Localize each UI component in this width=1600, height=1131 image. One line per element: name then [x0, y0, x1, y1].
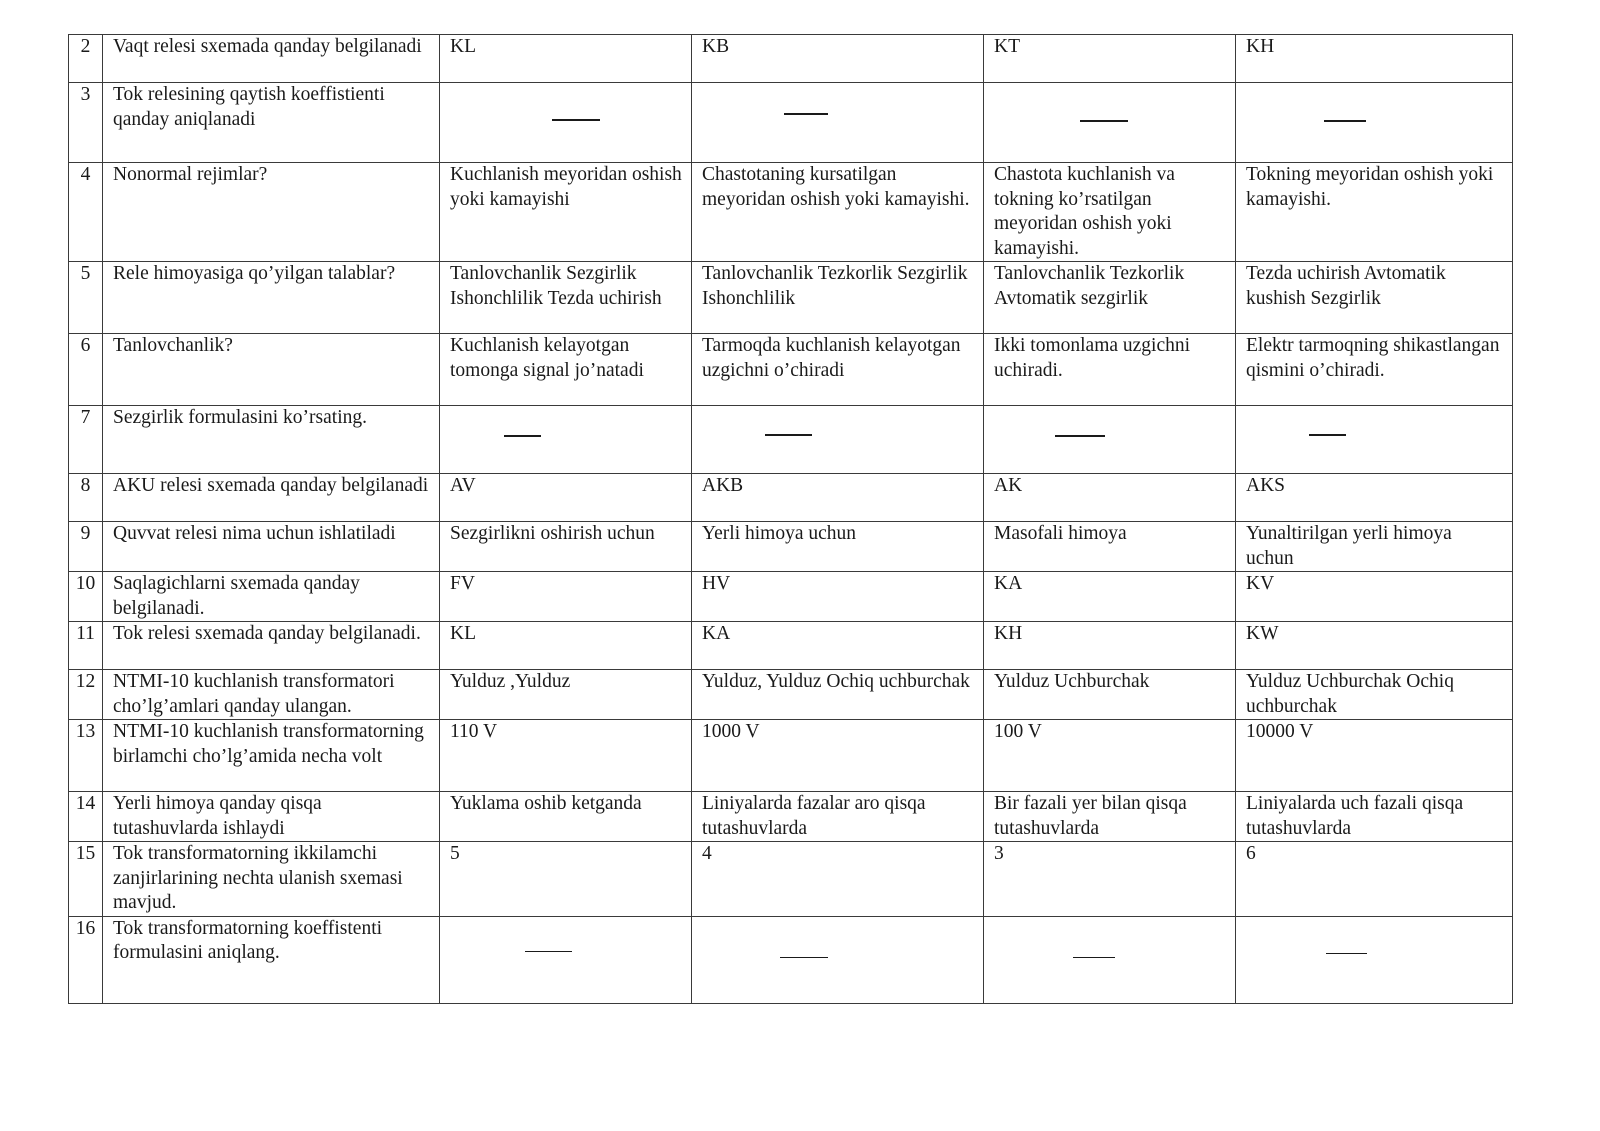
answer-option-2 [692, 35, 984, 83]
question-number: 8 [69, 474, 103, 522]
formula-placeholder-line [780, 957, 828, 959]
answer-option-2 [692, 522, 984, 572]
answer-option-1 [440, 262, 692, 334]
answer-text: Yulduz Uchburchak [994, 671, 1150, 692]
answer-text: 4 [702, 843, 712, 864]
answer-option-3 [984, 670, 1236, 720]
answer-option-2 [692, 262, 984, 334]
question-text: Tok transformatorning ikkilamchi zanjirlarining nechta ulanish sxemasi mavjud. [103, 842, 440, 917]
answer-option-2 [692, 792, 984, 842]
answer-text: 1000 V [702, 721, 760, 742]
answer-text: KH [1246, 36, 1275, 57]
answer-text: Kuchlanish meyoridan oshish yoki kamayishi [450, 164, 682, 210]
answer-text: Yulduz ,Yulduz [450, 671, 571, 692]
answer-option-1 [440, 334, 692, 406]
question-number: 10 [69, 572, 103, 622]
question-number: 14 [69, 792, 103, 842]
answer-text: 6 [1246, 843, 1256, 864]
answer-text: Chastotaning kursatilgan meyoridan oshish yoki kamayishi. [702, 164, 970, 210]
question-text: NTMI-10 kuchlanish transformatorning birlamchi cho’lg’amida necha volt [103, 720, 440, 792]
answer-option-2 [692, 622, 984, 670]
answer-option-1 [440, 83, 692, 163]
answer-option-1 [440, 406, 692, 474]
answer-option-1 [440, 670, 692, 720]
answer-text: 3 [994, 843, 1004, 864]
answer-text: 10000 V [1246, 721, 1314, 742]
answer-text: Kuchlanish kelayotgan tomonga signal jo’natadi [450, 335, 644, 381]
answer-option-2 [692, 670, 984, 720]
answer-text: Sezgirlikni oshirish uchun [450, 523, 655, 544]
answer-option-3 [984, 334, 1236, 406]
question-text: Quvvat relesi nima uchun ishlatiladi [103, 522, 440, 572]
table-row [69, 406, 1513, 474]
answer-text: AK [994, 475, 1023, 496]
question-text: Tok relesining qaytish koeffistienti qanday aniqlanadi [103, 83, 440, 163]
table-row [69, 720, 1513, 792]
answer-option-3 [984, 474, 1236, 522]
formula-placeholder-line [1324, 120, 1366, 122]
answer-option-2 [692, 406, 984, 474]
answer-text: KB [702, 36, 730, 57]
answer-option-2 [692, 842, 984, 917]
answer-text: Ikki tomonlama uzgichni uchiradi. [994, 335, 1191, 381]
answer-option-4 [1236, 35, 1513, 83]
answer-text: KV [1246, 573, 1275, 594]
answer-text: Bir fazali yer bilan qisqa tutashuvlarda [994, 793, 1187, 839]
formula-placeholder-line [525, 951, 572, 953]
answer-text: Tanlovchanlik Tezkorlik Avtomatik sezgirlik [994, 263, 1185, 309]
answer-option-1 [440, 720, 692, 792]
answer-text: Liniyalarda fazalar aro qisqa tutashuvlarda [702, 793, 926, 839]
answer-option-3 [984, 916, 1236, 1003]
answer-option-2 [692, 334, 984, 406]
answer-option-1 [440, 842, 692, 917]
answer-text: Yulduz Uchburchak Ochiq uchburchak [1246, 671, 1454, 717]
answer-option-4 [1236, 842, 1513, 917]
answer-text: 110 V [450, 721, 498, 742]
answer-option-3 [984, 83, 1236, 163]
answer-text: 100 V [994, 721, 1042, 742]
table-row [69, 522, 1513, 572]
table-row [69, 622, 1513, 670]
table-row [69, 83, 1513, 163]
answer-option-3 [984, 35, 1236, 83]
answer-option-2 [692, 163, 984, 262]
question-text: NTMI-10 kuchlanish transformatori cho’lg’amlari qanday ulangan. [103, 670, 440, 720]
answer-option-4 [1236, 720, 1513, 792]
answer-text: Tezda uchirish Avtomatik kushish Sezgirlik [1246, 263, 1446, 309]
answer-option-3 [984, 720, 1236, 792]
question-text: Tok relesi sxemada qanday belgilanadi. [103, 622, 440, 670]
question-text: Tanlovchanlik? [103, 334, 440, 406]
formula-placeholder-line [784, 113, 828, 115]
question-number: 9 [69, 522, 103, 572]
answer-option-3 [984, 842, 1236, 917]
answer-text: Yerli himoya uchun [702, 523, 857, 544]
question-text: AKU relesi sxemada qanday belgilanadi [103, 474, 440, 522]
answer-text: HV [702, 573, 731, 594]
answer-text: KT [994, 36, 1020, 57]
question-text: Vaqt relesi sxemada qanday belgilanadi [103, 35, 440, 83]
answer-text: Ishonchlilik [702, 287, 796, 309]
answer-text: Chastota kuchlanish va tokning ko’rsatilgan meyoridan oshish yoki kamayishi. [994, 164, 1175, 259]
formula-placeholder-line [1055, 435, 1105, 437]
answer-text: KW [1246, 623, 1279, 644]
quiz-table-body [69, 35, 1513, 1004]
formula-placeholder-line [1326, 953, 1367, 955]
answer-text: Tokning meyoridan oshish yoki kamayishi. [1246, 164, 1494, 210]
answer-option-3 [984, 406, 1236, 474]
question-text: Saqlagichlarni sxemada qanday belgilanadi. [103, 572, 440, 622]
table-row [69, 842, 1513, 917]
answer-option-4 [1236, 474, 1513, 522]
answer-text: Elektr tarmoqning shikastlangan qismini o’chiradi. [1246, 335, 1500, 381]
answer-option-3 [984, 163, 1236, 262]
answer-option-4 [1236, 916, 1513, 1003]
answer-text: Tanlovchanlik Sezgirlik Ishonchlilik Tezda uchirish [450, 263, 662, 309]
answer-option-2 [692, 474, 984, 522]
answer-text: Yunaltirilgan yerli himoya uchun [1246, 523, 1452, 569]
answer-option-3 [984, 572, 1236, 622]
formula-placeholder-line [1309, 434, 1346, 436]
answer-option-2 [692, 83, 984, 163]
answer-text: Masofali himoya [994, 523, 1127, 544]
question-text: Sezgirlik formulasini ko’rsating. [103, 406, 440, 474]
answer-option-1 [440, 622, 692, 670]
answer-text: 5 [450, 843, 460, 864]
answer-option-4 [1236, 334, 1513, 406]
answer-option-2 [692, 572, 984, 622]
answer-option-3 [984, 522, 1236, 572]
table-row [69, 262, 1513, 334]
question-number: 7 [69, 406, 103, 474]
question-number: 3 [69, 83, 103, 163]
answer-option-4 [1236, 522, 1513, 572]
question-number: 4 [69, 163, 103, 262]
question-text: Tok transformatorning koeffistenti formulasini aniqlang. [103, 916, 440, 1003]
table-row [69, 334, 1513, 406]
question-number: 2 [69, 35, 103, 83]
answer-option-4 [1236, 792, 1513, 842]
answer-option-4 [1236, 406, 1513, 474]
formula-placeholder-line [765, 434, 812, 436]
answer-option-3 [984, 792, 1236, 842]
table-row [69, 474, 1513, 522]
answer-text: KL [450, 623, 476, 644]
question-number: 6 [69, 334, 103, 406]
question-text: Yerli himoya qanday qisqa tutashuvlarda ishlaydi [103, 792, 440, 842]
answer-text: FV [450, 573, 475, 594]
answer-option-2 [692, 720, 984, 792]
answer-option-4 [1236, 670, 1513, 720]
answer-text: Yuklama oshib ketganda [450, 793, 642, 814]
table-row [69, 163, 1513, 262]
formula-placeholder-line [1080, 120, 1128, 122]
answer-text: KH [994, 623, 1023, 644]
answer-option-4 [1236, 622, 1513, 670]
answer-option-4 [1236, 163, 1513, 262]
answer-option-3 [984, 622, 1236, 670]
question-number: 13 [69, 720, 103, 792]
answer-option-2 [692, 916, 984, 1003]
table-row [69, 572, 1513, 622]
formula-placeholder-line [1073, 957, 1115, 959]
answer-text: Tarmoqda kuchlanish kelayotgan uzgichni o’chiradi [702, 335, 961, 381]
answer-option-1 [440, 522, 692, 572]
quiz-table [68, 34, 1513, 1004]
answer-option-1 [440, 916, 692, 1003]
table-row [69, 916, 1513, 1003]
answer-text: Tanlovchanlik Tezkorlik Sezgirlik [702, 263, 968, 284]
formula-placeholder-line [504, 435, 541, 437]
answer-option-3 [984, 262, 1236, 334]
table-row [69, 670, 1513, 720]
question-number: 5 [69, 262, 103, 334]
answer-text: AKS [1246, 475, 1286, 496]
answer-text: Yulduz, Yulduz Ochiq uchburchak [702, 671, 970, 692]
question-text: Rele himoyasiga qo’yilgan talablar? [103, 262, 440, 334]
question-number: 12 [69, 670, 103, 720]
answer-text: KA [994, 573, 1023, 594]
answer-option-4 [1236, 262, 1513, 334]
answer-text: KL [450, 36, 476, 57]
answer-option-1 [440, 35, 692, 83]
question-text: Nonormal rejimlar? [103, 163, 440, 262]
answer-text: AKB [702, 475, 744, 496]
table-row [69, 792, 1513, 842]
answer-text: KA [702, 623, 731, 644]
answer-option-1 [440, 572, 692, 622]
question-number: 11 [69, 622, 103, 670]
answer-text: AV [450, 475, 476, 496]
answer-text: Liniyalarda uch fazali qisqa tutashuvlarda [1246, 793, 1464, 839]
answer-option-1 [440, 163, 692, 262]
table-row [69, 35, 1513, 83]
answer-option-4 [1236, 572, 1513, 622]
question-number: 16 [69, 916, 103, 1003]
answer-option-1 [440, 792, 692, 842]
answer-option-4 [1236, 83, 1513, 163]
formula-placeholder-line [552, 119, 600, 121]
question-number: 15 [69, 842, 103, 917]
answer-option-1 [440, 474, 692, 522]
